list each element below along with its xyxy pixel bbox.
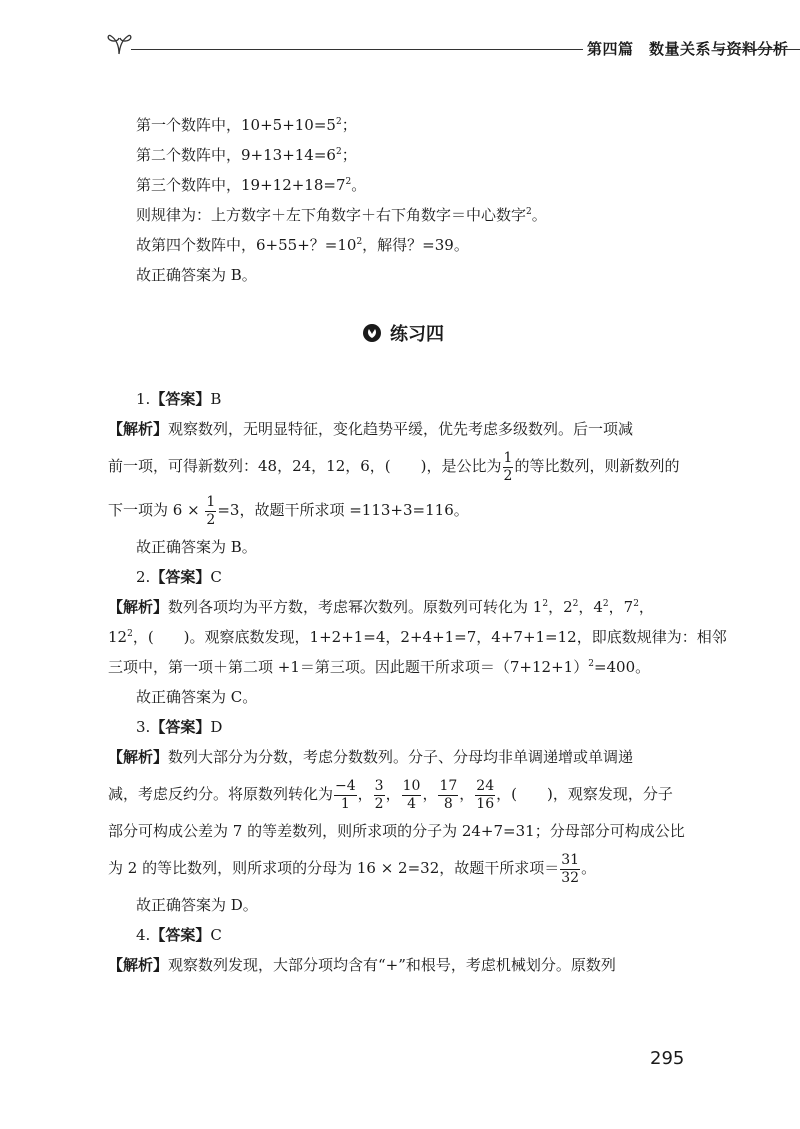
q4-answer: 4.【答案】C bbox=[136, 926, 222, 944]
q2-analysis-line-1: 【解析】数列各项均为平方数，考虑幂次数列。原数列可转化为 $1^2$，$2^2$，$4^2$，$7^2$， bbox=[108, 598, 654, 616]
fraction: $\frac{17}{8}$ bbox=[439, 777, 458, 812]
section-heading bbox=[108, 320, 698, 350]
fraction: $\frac{24}{16}$ bbox=[476, 777, 495, 812]
intro-line-3: 第三个数阵中，$19+12+18=7^2$。 bbox=[136, 176, 367, 194]
q4-analysis-line-1: 【解析】观察数列发现，大部分项均含有“+”和根号，考虑机械划分。原数列 bbox=[108, 956, 616, 974]
q1-analysis-line-2: 前一项，可得新数列：48，24，12，6，( )，是公比为 $\frac{1}{2}$ 的等比数列，则新数列的 bbox=[108, 449, 680, 484]
q2-analysis-line-3: 三项中，第一项＋第二项 +1＝第三项。因此题干所求项$=(7+12+1)^2=400$。 bbox=[108, 658, 651, 676]
q2-answer: 2.【答案】C bbox=[136, 568, 222, 586]
q2-analysis-line-2: $12^2$，( )。观察底数发现，1+2+1=4，2+4+1=7，4+7+1=12，即底数规律为：相邻 bbox=[108, 628, 727, 646]
intro-line-2: 第二个数阵中，$9+13+14=6^2$； bbox=[136, 146, 357, 164]
q1-analysis-line-3: 下一项为 6 × $\frac{1}{2}$ =3，故题干所求项 =113+3=116。 bbox=[108, 493, 469, 528]
fraction: $\frac{31}{32}$ bbox=[561, 851, 580, 886]
fraction: $\frac{1}{2}$ bbox=[503, 449, 513, 484]
intro-line-4: 则规律为：上方数字＋左下角数字＋右下角数字＝中心数字$^2$。 bbox=[136, 206, 547, 224]
fraction: $\frac{1}{2}$ bbox=[206, 493, 216, 528]
q3-answer: 3.【答案】D bbox=[136, 718, 223, 736]
fraction: $\frac{10}{4}$ bbox=[402, 777, 421, 812]
q1-answer: 1.【答案】B bbox=[136, 390, 222, 408]
intro-line-1: 第一个数阵中，$10+5+10=5^2$； bbox=[136, 116, 357, 134]
q1-conclusion: 故正确答案为 B。 bbox=[136, 538, 257, 556]
q2-conclusion: 故正确答案为 C。 bbox=[136, 688, 258, 706]
running-header bbox=[105, 22, 789, 62]
page-content bbox=[108, 110, 727, 980]
q3-conclusion: 故正确答案为 D。 bbox=[136, 896, 258, 914]
q1-analysis-line-1: 【解析】观察数列，无明显特征，变化趋势平缓，优先考虑多级数列。后一项减 bbox=[108, 420, 634, 438]
q3-analysis-line-1: 【解析】数列大部分为分数，考虑分数数列。分子、分母均非单调递增或单调递 bbox=[108, 748, 634, 766]
q3-analysis-line-3: 部分可构成公差为 7 的等差数列，则所求项的分子为 24+7=31；分母部分可构成公比 bbox=[108, 822, 685, 840]
header-rule-left bbox=[131, 49, 583, 50]
intro-line-5: 故第四个数阵中，6+55+？$=10^2$，解得？=39。 bbox=[136, 236, 469, 254]
page-number: 295 bbox=[650, 1048, 685, 1069]
header-title: 第四篇 数量关系与资料分析 bbox=[587, 40, 789, 58]
flower-bullet-icon bbox=[362, 323, 382, 343]
intro-conclusion: 故正确答案为 B。 bbox=[136, 266, 257, 284]
fraction: $\frac{-4}{1}$ bbox=[335, 777, 356, 812]
leaf-ornament-icon bbox=[105, 28, 135, 56]
section-title: 练习四 bbox=[390, 324, 444, 345]
fraction: $\frac{3}{2}$ bbox=[374, 777, 384, 812]
q3-analysis-line-4: 为 2 的等比数列，则所求项的分母为 16 × 2=32，故题干所求项＝ $\frac{31}{32}$ 。 bbox=[108, 851, 597, 886]
q3-analysis-line-2: 减，考虑反约分。将原数列转化为 $\frac{-4}{1}$ ， $\frac{3}{2}$ ， $\frac{10}{4}$ ， $\frac{17}{8}$ ， $\frac{24}{16}$ ，( )，观察发现，分子 bbox=[108, 777, 673, 812]
header-rule-right bbox=[717, 49, 800, 50]
